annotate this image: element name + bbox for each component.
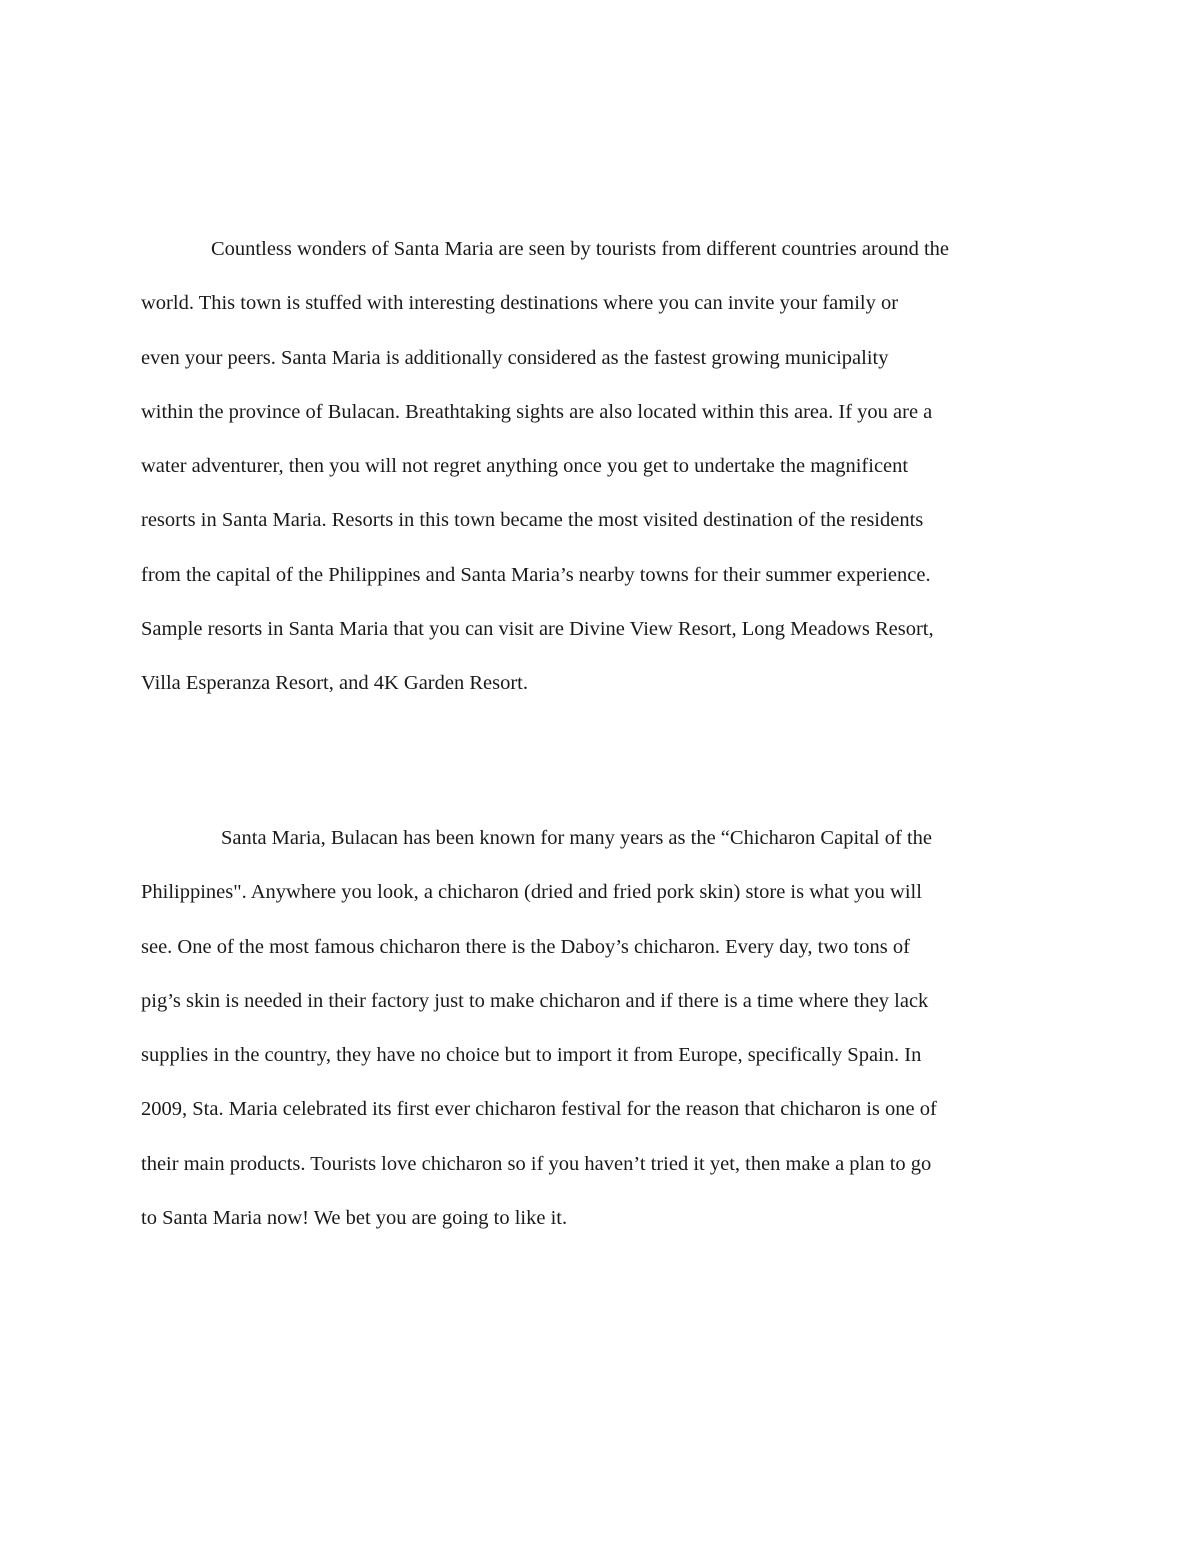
text-line: water adventurer, then you will not regret anything once you get to undertake the magnificent [141,455,909,478]
text-line: pig’s skin is needed in their factory just to make chicharon and if there is a time where they lack [141,989,929,1012]
text-line: see. One of the most famous chicharon there is the Daboy’s chicharon. Every day, two tons of [141,935,910,958]
text-line: even your peers. Santa Maria is additionally considered as the fastest growing municipality [141,346,889,369]
text-line: Sample resorts in Santa Maria that you can visit are Divine View Resort, Long Meadows Resort, [141,618,934,641]
text-line: world. This town is stuffed with interesting destinations where you can invite your family or [141,292,899,315]
text-line: Philippines". Anywhere you look, a chicharon (dried and fried pork skin) store is what you will [141,881,922,904]
text-line: supplies in the country, they have no choice but to import it from Europe, specifically Spain. In [141,1044,922,1067]
text-line: Villa Esperanza Resort, and 4K Garden Resort. [141,672,529,695]
paragraph-santa-maria-wonders [141,222,1071,711]
text-line: from the capital of the Philippines and Santa Maria’s nearby towns for their summer experience. [141,563,931,586]
text-line: within the province of Bulacan. Breathtaking sights are also located within this area. If you are a [141,400,933,423]
text-line: to Santa Maria now! We bet you are going to like it. [141,1207,568,1230]
text-line: their main products. Tourists love chicharon so if you haven’t tried it yet, then make a plan to go [141,1152,932,1175]
paragraph-chicharon-capital [141,811,1071,1245]
text-line: resorts in Santa Maria. Resorts in this town became the most visited destination of the residents [141,509,924,532]
text-line: Santa Maria, Bulacan has been known for many years as the “Chicharon Capital of the [221,827,933,849]
text-line: Countless wonders of Santa Maria are seen by tourists from different countries around the [211,238,949,260]
text-line: 2009, Sta. Maria celebrated its first ever chicharon festival for the reason that chicharon is one of [141,1098,937,1121]
